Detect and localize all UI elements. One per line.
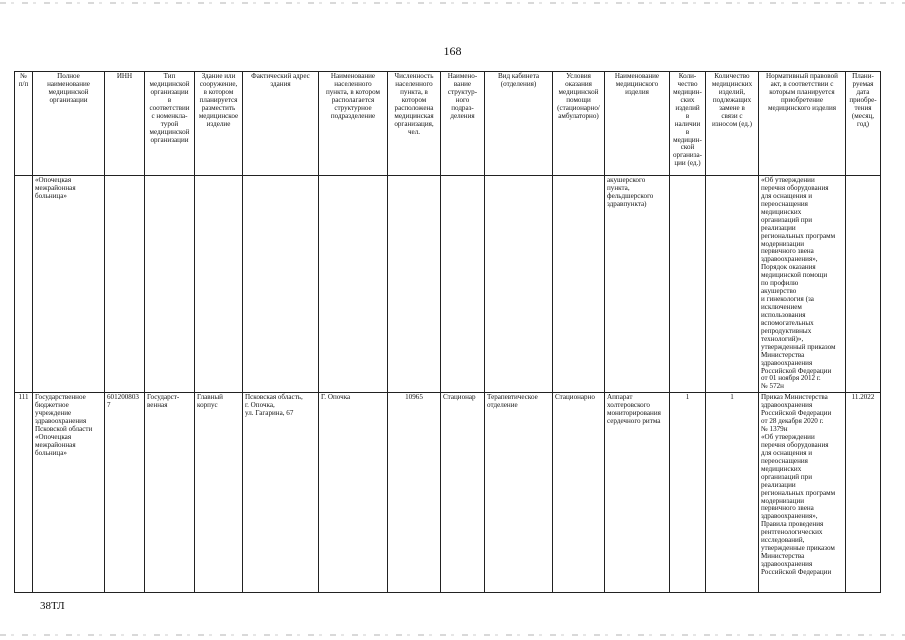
cell-conditions: Стационарно <box>553 393 605 593</box>
cell-conditions <box>553 176 605 393</box>
cell-org-name: «Опочецкая межрайонная больница» <box>33 176 105 393</box>
cell-legal-act: Приказ Министерства здравоохранения Российской Федерации от 28 декабря 2020 г. № 1379н «Об утверждении перечня оборудования для оснащения и переоснащения медицинских организаций при реализации региональных программ модернизации первичного звена здравоохранения», Правила проведения рентгенологических исследований, утвержденные приказом Министерства здравоохранения Российской Федерации <box>759 393 846 593</box>
cell-cabinet <box>485 176 553 393</box>
cell-qty-available <box>670 176 706 393</box>
header-org-name: Полное наименование медицинской организации <box>33 72 105 176</box>
cell-num <box>15 176 33 393</box>
cell-subdivision <box>441 176 485 393</box>
cell-planned-date <box>846 176 881 393</box>
header-legal-act: Нормативный правовой акт, в соответствии с которым планируется приобретение медицинского изделия <box>759 72 846 176</box>
cell-population <box>388 176 441 393</box>
header-conditions: Условия оказания медицинской помощи (стационарно/ амбулаторно) <box>553 72 605 176</box>
cell-locality: Г. Опочка <box>319 393 388 593</box>
cell-address: Псковская область, г. Опочка, ул. Гагарина, 67 <box>243 393 319 593</box>
cell-qty-replace <box>706 176 759 393</box>
medical-equipment-table <box>14 71 881 593</box>
table-row <box>15 176 881 393</box>
header-qty-replace: Количество медицинских изделий, подлежащих замене в связи с износом (ед.) <box>706 72 759 176</box>
header-population: Численность населенного пункта, в котором расположена медицинская организация, чел. <box>388 72 441 176</box>
cell-org-type: Государст- венная <box>145 393 195 593</box>
cell-inn <box>105 176 145 393</box>
header-subdivision: Наимено- вание структур- ного подраз- деления <box>441 72 485 176</box>
cell-inn: 6012008037 <box>105 393 145 593</box>
cell-cabinet: Терапевтическое отделение <box>485 393 553 593</box>
header-org-type: Тип медицинской организации в соответствии с номенкла- турой медицинской организации <box>145 72 195 176</box>
cell-address <box>243 176 319 393</box>
cell-device: акушерского пункта, фельдшерского здравпункта) <box>605 176 670 393</box>
header-device: Наименование медицинского изделия <box>605 72 670 176</box>
cell-locality <box>319 176 388 393</box>
cell-legal-act: «Об утверждении перечня оборудования для оснащения и переоснащения медицинских организаций при реализации региональных программ модернизации первичного звена здравоохранения», Порядок оказания медицинской помощи по профилю акушерство и гинекология (за исключением использования вспомогательных репродуктивных технологий)», утвержденный приказом Министерства здравоохранения Российской Федерации от 01 ноября 2012 г. № 572н <box>759 176 846 393</box>
cell-device: Аппарат холтеровского мониторирования сердечного ритма <box>605 393 670 593</box>
header-inn: ИНН <box>105 72 145 176</box>
header-building: Здание или сооружение, в котором планируется разместить медицинское изделие <box>195 72 243 176</box>
table-row <box>15 393 881 593</box>
header-locality: Наименование населенного пункта, в котором располагается структурное подразделение <box>319 72 388 176</box>
table-header <box>15 72 881 176</box>
header-planned-date: Плани- руемая дата приобре- тения (месяц, год) <box>846 72 881 176</box>
cell-qty-available: 1 <box>670 393 706 593</box>
scan-artifact-top <box>0 2 905 4</box>
cell-building: Главный корпус <box>195 393 243 593</box>
header-num: № п/п <box>15 72 33 176</box>
cell-population: 10965 <box>388 393 441 593</box>
cell-org-name: Государственное бюджетное учреждение здравоохранения Псковской области «Опочецкая межрайонная больница» <box>33 393 105 593</box>
cell-planned-date: 11.2022 <box>846 393 881 593</box>
scan-artifact-bottom <box>0 634 905 636</box>
header-qty-available: Коли- чество медицин- ских изделий в наличии в медицин- ской организа- ции (ед.) <box>670 72 706 176</box>
cell-subdivision: Стационар <box>441 393 485 593</box>
header-address: Фактический адрес здания <box>243 72 319 176</box>
page-number: 168 <box>443 44 462 58</box>
cell-num: 111 <box>15 393 33 593</box>
footer-code: 38ТЛ <box>40 600 65 612</box>
header-cabinet: Вид кабинета (отделения) <box>485 72 553 176</box>
cell-qty-replace: 1 <box>706 393 759 593</box>
cell-org-type <box>145 176 195 393</box>
cell-building <box>195 176 243 393</box>
